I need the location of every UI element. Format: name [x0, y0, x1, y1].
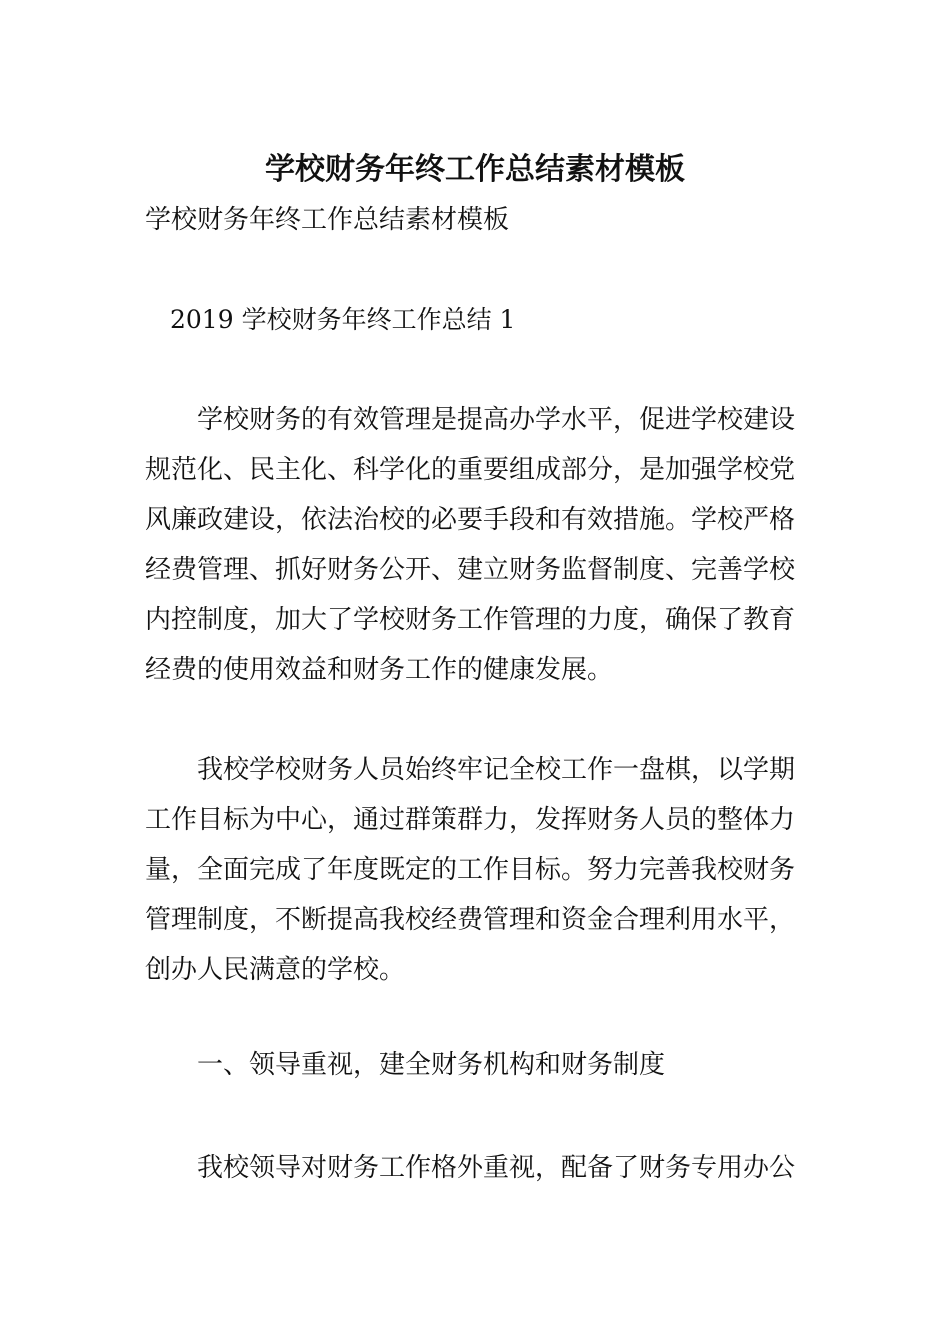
paragraph-line: 学校财务的有效管理是提高办学水平，促进学校建设 [197, 405, 796, 435]
paragraph-line: 量，全面完成了年度既定的工作目标。努力完善我校财务 [145, 855, 796, 885]
paragraph-line: 经费管理、抓好财务公开、建立财务监督制度、完善学校 [145, 555, 796, 585]
paragraph-line: 管理制度，不断提高我校经费管理和资金合理利用水平， [145, 905, 796, 935]
document-title: 学校财务年终工作总结素材模板 [265, 152, 685, 187]
paragraph-line: 风廉政建设，依法治校的必要手段和有效措施。学校严格 [145, 505, 796, 535]
paragraph-line: 一、领导重视，建全财务机构和财务制度 [197, 1050, 666, 1080]
document-subtitle: 学校财务年终工作总结素材模板 [145, 205, 510, 235]
paragraph-2 [145, 745, 810, 995]
paragraph-line: 规范化、民主化、科学化的重要组成部分，是加强学校党 [145, 455, 796, 485]
section-heading: 2019 学校财务年终工作总结 1 [170, 305, 516, 334]
paragraph-line: 创办人民满意的学校。 [145, 955, 406, 985]
paragraph-line: 我校学校财务人员始终牢记全校工作一盘棋，以学期 [197, 755, 796, 785]
paragraph-line: 工作目标为中心，通过群策群力，发挥财务人员的整体力 [145, 805, 796, 835]
paragraph-line: 我校领导对财务工作格外重视，配备了财务专用办公 [197, 1153, 796, 1183]
paragraph-4 [145, 1143, 810, 1193]
paragraph-line: 经费的使用效益和财务工作的健康发展。 [145, 655, 614, 685]
paragraph-line: 内控制度，加大了学校财务工作管理的力度，确保了教育 [145, 605, 796, 635]
paragraph-3-heading [145, 1040, 810, 1090]
paragraph-1 [145, 395, 810, 695]
